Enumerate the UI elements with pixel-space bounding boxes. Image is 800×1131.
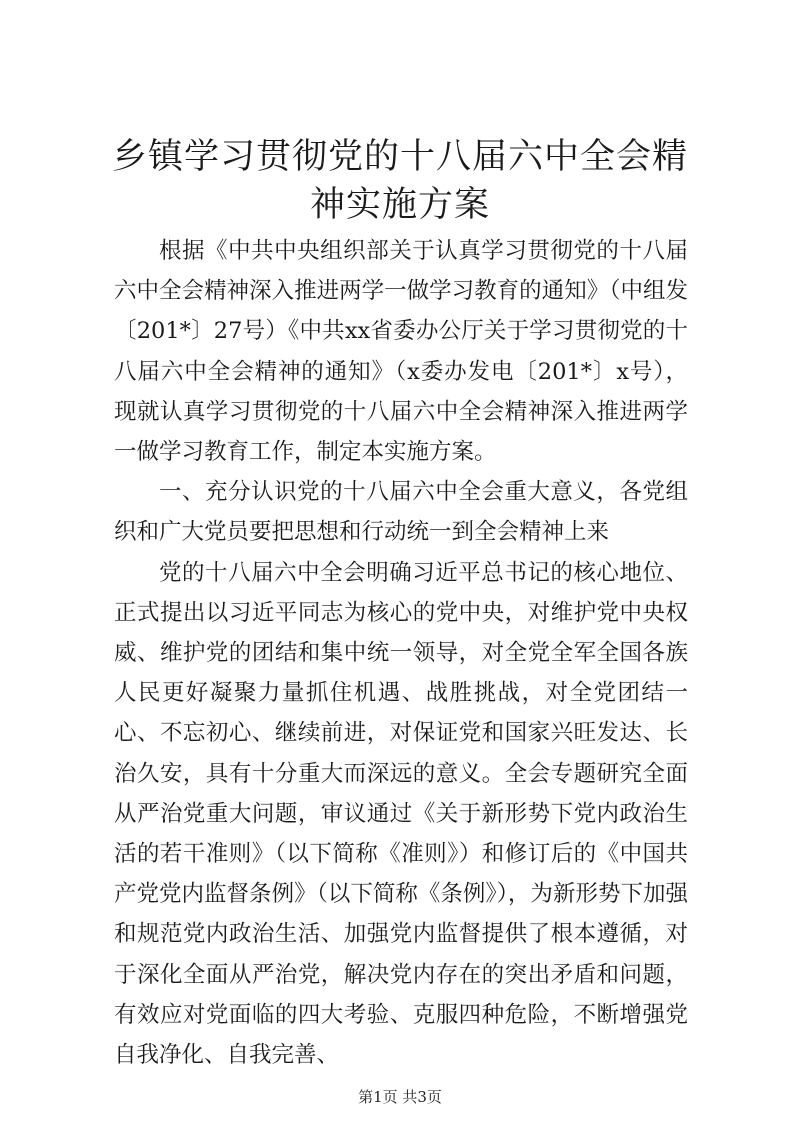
paragraph-intro: 根据《中共中央组织部关于认真学习贯彻党的十八届六中全会精神深入推进两学一做学习教育的通知》（中组发〔201*〕27号）《中共xx省委办公厅关于学习贯彻党的十八届六中全会精神的通知》（x委办发电〔201*〕x号），现就认真学习贯彻党的十八届六中全会精神深入推进两学一做学习教育工作，制定本实施方案。 — [114, 238, 688, 466]
page-footer: 第1页 共3页 — [358, 1088, 442, 1106]
document-title: 乡镇学习贯彻党的十八届六中全会精神实施方案 — [111, 137, 688, 225]
document-body — [114, 231, 688, 1075]
paragraph-significance: 党的十八届六中全会明确习近平总书记的核心地位、正式提出以习近平同志为核心的党中央，对维护党中央权威、维护党的团结和集中统一领导，对全党全军全国各族人民更好凝聚力量抓住机遇、战胜挑战，对全党团结一心、不忘初心、继续前进，对保证党和国家兴旺发达、长治久安，具有十分重大而深远的意义。全会专题研究全面从严治党重大问题，审议通过《关于新形势下党内政治生活的若干准则》（以下简称《准则》）和修订后的《中国共产党党内监督条例》（以下简称《条例》），为新形势下加强和规范党内政治生活、加强党内监督提供了根本遵循，对于深化全面从严治党，解决党内存在的突出矛盾和问题，有效应对党面临的四大考验、克服四种危险，不断增强党自我净化、自我完善、 — [114, 559, 688, 1069]
paragraph-section-heading-1: 一、充分认识党的十八届六中全会重大意义，各党组织和广大党员要把思想和行动统一到全会精神上来 — [114, 479, 688, 546]
